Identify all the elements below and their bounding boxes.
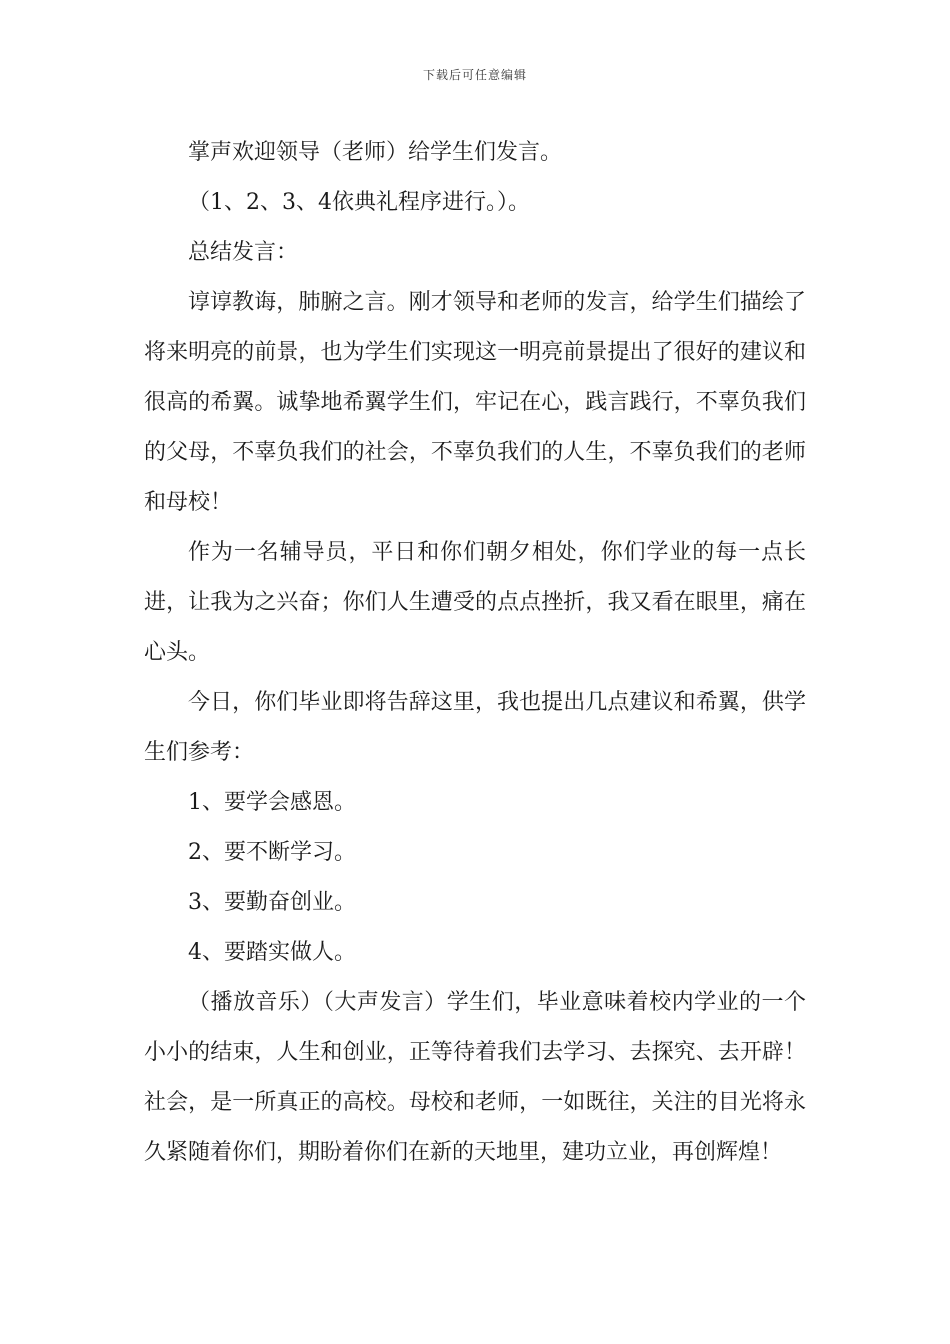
list-item-integrity: 4、要踏实做人。 [188, 940, 356, 965]
paragraph-applause: 掌声欢迎领导（老师）给学生们发言。 [188, 140, 563, 165]
paragraph-summary: 谆谆教诲，肺腑之言。刚才领导和老师的发言，给学生们描绘了将来明亮的前景，也为学生们实现这一明亮前景提出了很好的建议和很高的希翼。诚挚地希翼学生们，牢记在心，践言践行，不辜负我们的父母，不辜负我们的社会，不辜负我们的人生，不辜负我们的老师和母校！ [144, 290, 806, 515]
document-body [144, 128, 806, 1178]
list-item-learning: 2、要不断学习。 [188, 840, 356, 865]
paragraph-summary-heading: 总结发言： [188, 240, 299, 265]
list-item-gratitude: 1、要学会感恩。 [188, 790, 356, 815]
page-header: 下载后可任意编辑 [422, 68, 527, 82]
paragraph-suggestions-intro: 今日，你们毕业即将告辞这里，我也提出几点建议和希翼，供学生们参考： [144, 690, 806, 765]
list-item-entrepreneurship: 3、要勤奋创业。 [188, 890, 356, 915]
paragraph-closing: （播放音乐）（大声发言）学生们，毕业意味着校内学业的一个小小的结束，人生和创业，正等待着我们去学习、去探究、去开辟！社会，是一所真正的高校。母校和老师，一如既往，关注的目光将永久紧随着你们，期盼着你们在新的天地里，建功立业，再创辉煌！ [144, 990, 806, 1165]
paragraph-counselor: 作为一名辅导员，平日和你们朝夕相处，你们学业的每一点长进，让我为之兴奋；你们人生遭受的点点挫折，我又看在眼里，痛在心头。 [144, 540, 806, 665]
paragraph-ceremony-note: （1、2、3、4依典礼程序进行。）。 [188, 190, 530, 215]
